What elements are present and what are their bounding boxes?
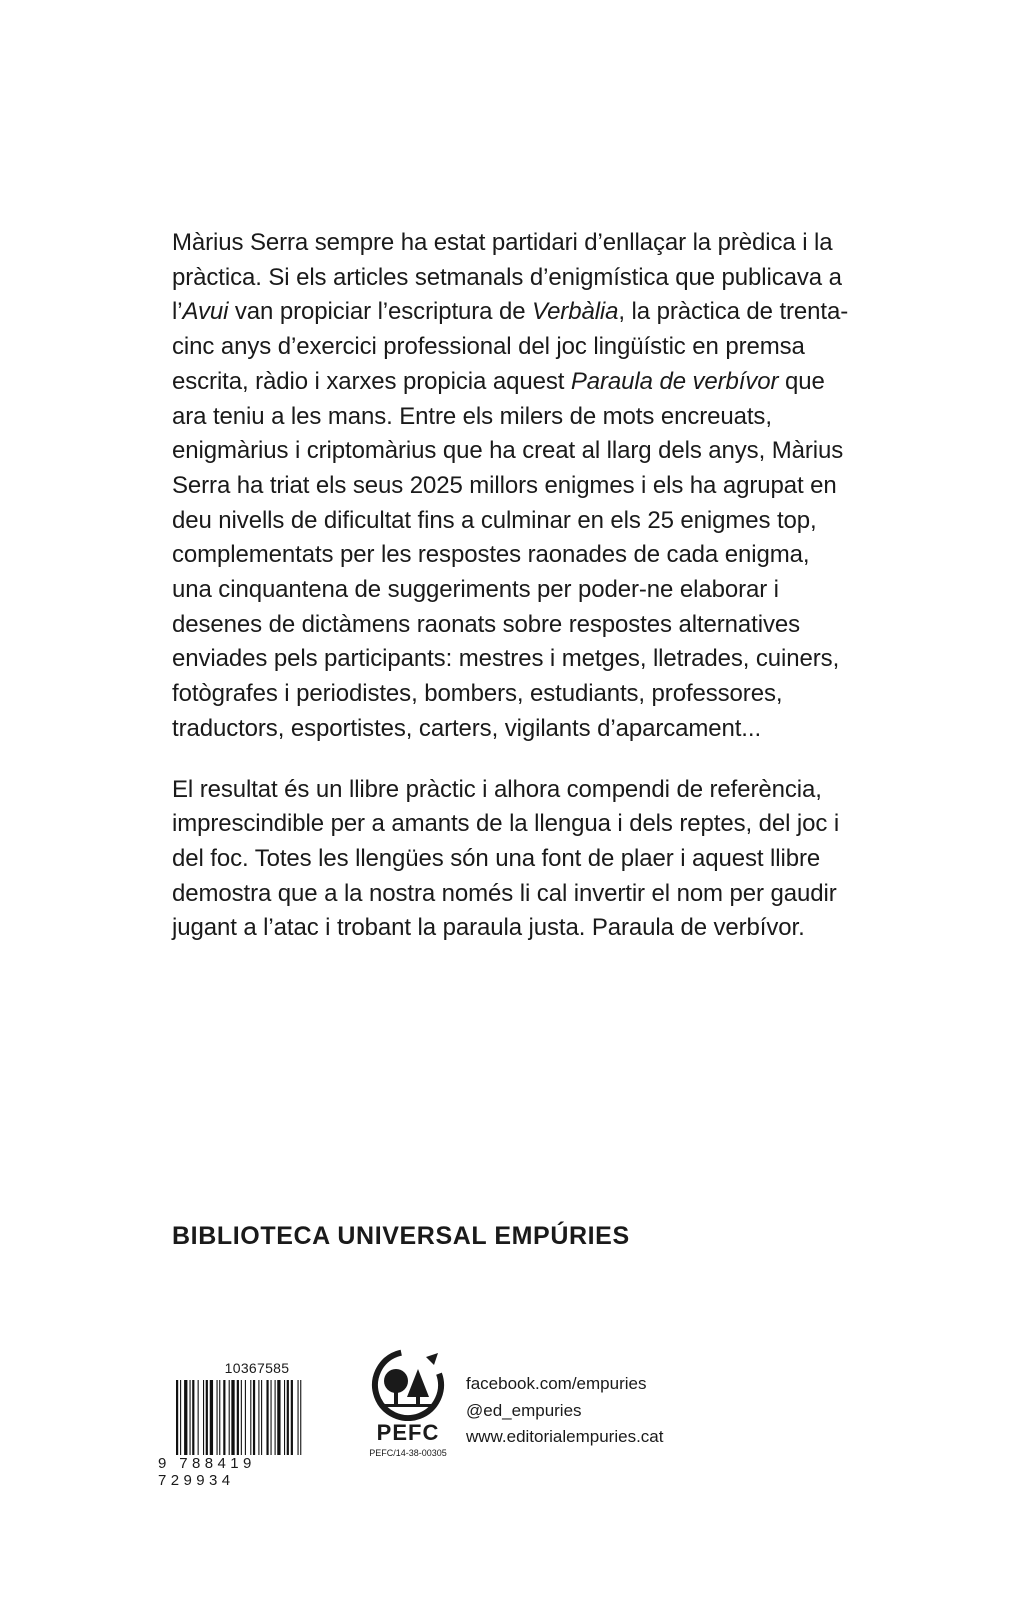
series-title: BIBLIOTECA UNIVERSAL EMPÚRIES — [172, 1222, 630, 1250]
social-handle: @ed_empuries — [466, 1400, 582, 1420]
isbn-barcode — [158, 1360, 342, 1489]
pefc-logo — [362, 1349, 454, 1467]
blurb-text: Màrius Serra sempre ha estat partidari d’enllaçar la prèdica i la pràctica. Si els articles setmanals d’enigmística que publicava a l’ — [172, 229, 842, 326]
pefc-trees-icon — [362, 1349, 454, 1421]
blurb-text: que ara teniu a les mans. Entre els milers de mots encreuats, enigmàrius i criptomàrius que ha creat al llarg dels anys, Màrius Serra ha triat els seus 2025 millors enigmes i els ha agrupat en deu nivells de dificultat fins a culminar en els 25 enigmes top, complementats per les respostes raonades de cada enigma, una cinquantena de suggeriments per poder-ne elaborar i desenes de dictàmens raonats sobre respostes alternatives enviades pels participants: mestres i metges, lletrades, cuiners, fotògrafes i periodistes, bombers, estudiants, professores, traductors, esportistes, carters, vigilants d’aparcament... — [172, 367, 844, 742]
blurb-text: , la pràctica de trenta-cinc anys d’exercici professional del joc lingüístic en premsa escrita, ràdio i xarxes propicia aquest — [172, 298, 849, 395]
pefc-code: PEFC/14-38-00305 — [369, 1448, 447, 1458]
blurb-paragraph-2: El resultat és un llibre pràctic i alhora compendi de referència, imprescindible per a amants de la llengua i dels reptes, del joc i del foc. Totes les llengües són una font de plaer i aquest llibre demostra que a la nostra només li cal invertir el nom per gaudir jugant a l’atac i trobant la paraula justa. Paraula de verbívor. — [172, 775, 840, 942]
blurb-italic-title: Avui — [182, 298, 229, 326]
barcode-bars — [172, 1380, 342, 1462]
blurb-paragraph-1 — [172, 226, 852, 747]
publisher-links — [466, 1371, 663, 1451]
barcode-code-top: 10367585 — [224, 1360, 290, 1376]
blurb-italic-title: Paraula de verbívor — [570, 367, 779, 395]
blurb-text: van propiciar l’escriptura de — [228, 298, 533, 326]
barcode-isbn-digits: 9 788419 729934 — [158, 1455, 342, 1489]
facebook-link: facebook.com/empuries — [466, 1374, 647, 1393]
pefc-name: PEFC — [376, 1420, 440, 1445]
blurb-italic-title: Verbàlia — [532, 298, 619, 326]
website-link: www.editorialempuries.cat — [466, 1427, 664, 1446]
back-cover-blurb — [172, 226, 852, 946]
